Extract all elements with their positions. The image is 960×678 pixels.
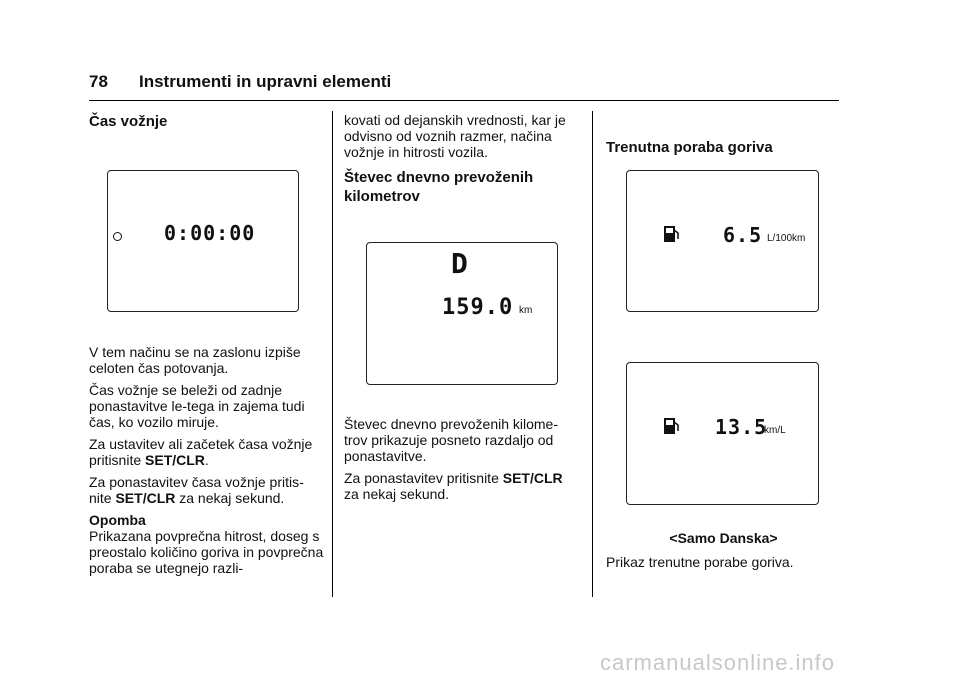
lcd-fuel-unit-2: km/L (764, 425, 786, 436)
paragraph: Za ponastavitev časa vožnje pritis-nite SET/CLR za nekaj sekund. (89, 474, 304, 506)
caption-denmark-only: <Samo Danska> (669, 530, 778, 546)
lcd-travel-time (107, 170, 299, 312)
page-number: 78 (89, 72, 108, 91)
col2-continued-text: kovati od dejanskih vrednosti, kar je odvisno od voznih razmer, načina vožnje in hitrosti vozila. (344, 112, 566, 160)
paragraph: V tem načinu se na zaslonu izpiše celoten čas potovanja. (89, 344, 301, 376)
note-title: Opomba (89, 512, 146, 528)
paragraph: Čas vožnje se beleži od zadnje ponastavitve le-tega in zajema tudi čas, ko vozilo miruje. (89, 382, 305, 430)
watermark: carmanualsonline.info (600, 650, 836, 675)
lcd-trip-odometer (366, 242, 558, 385)
lcd-fuel-l100km (626, 170, 819, 312)
section-heading-travel-time: Čas vožnje (89, 113, 168, 130)
page-title: Instrumenti in upravni elementi (139, 72, 392, 91)
column-divider-1 (332, 111, 333, 597)
note-text: Prikazana povprečna hitrost, doseg s preostalo količino goriva in povprečna poraba se utegnejo razli- (89, 528, 324, 576)
paragraph: Za ustavitev ali začetek časa vožnje pritisnite SET/CLR. (89, 436, 313, 468)
lcd-fuel-kml (626, 362, 819, 505)
lcd-trip-letter: D (451, 247, 469, 280)
section-heading-trip-odometer: Števec dnevno prevoženih kilometrov (344, 169, 534, 205)
col2-text (344, 416, 579, 508)
fuel-pump-icon (663, 225, 681, 243)
lcd-fuel-value-1: 6.5 (723, 223, 763, 247)
column-divider-2 (592, 111, 593, 597)
lcd-time-value: 0:00:00 (164, 221, 256, 245)
paragraph: Števec dnevno prevoženih kilome-trov prikazuje posneto razdaljo od ponastavitve. (344, 416, 559, 464)
section-heading-fuel-consumption: Trenutna poraba goriva (606, 139, 773, 156)
lcd-fuel-unit-1: L/100km (767, 233, 806, 244)
page-header (89, 72, 839, 101)
lcd-fuel-value-2: 13.5 (715, 415, 768, 439)
fuel-pump-icon (663, 417, 681, 435)
clock-icon (113, 232, 122, 241)
col1-text (89, 344, 324, 576)
col3-text: Prikaz trenutne porabe goriva. (606, 554, 794, 570)
lcd-trip-unit: km (519, 305, 533, 316)
paragraph: Za ponastavitev pritisnite SET/CLR za nekaj sekund. (344, 470, 563, 502)
lcd-trip-value: 159.0 (442, 295, 514, 320)
